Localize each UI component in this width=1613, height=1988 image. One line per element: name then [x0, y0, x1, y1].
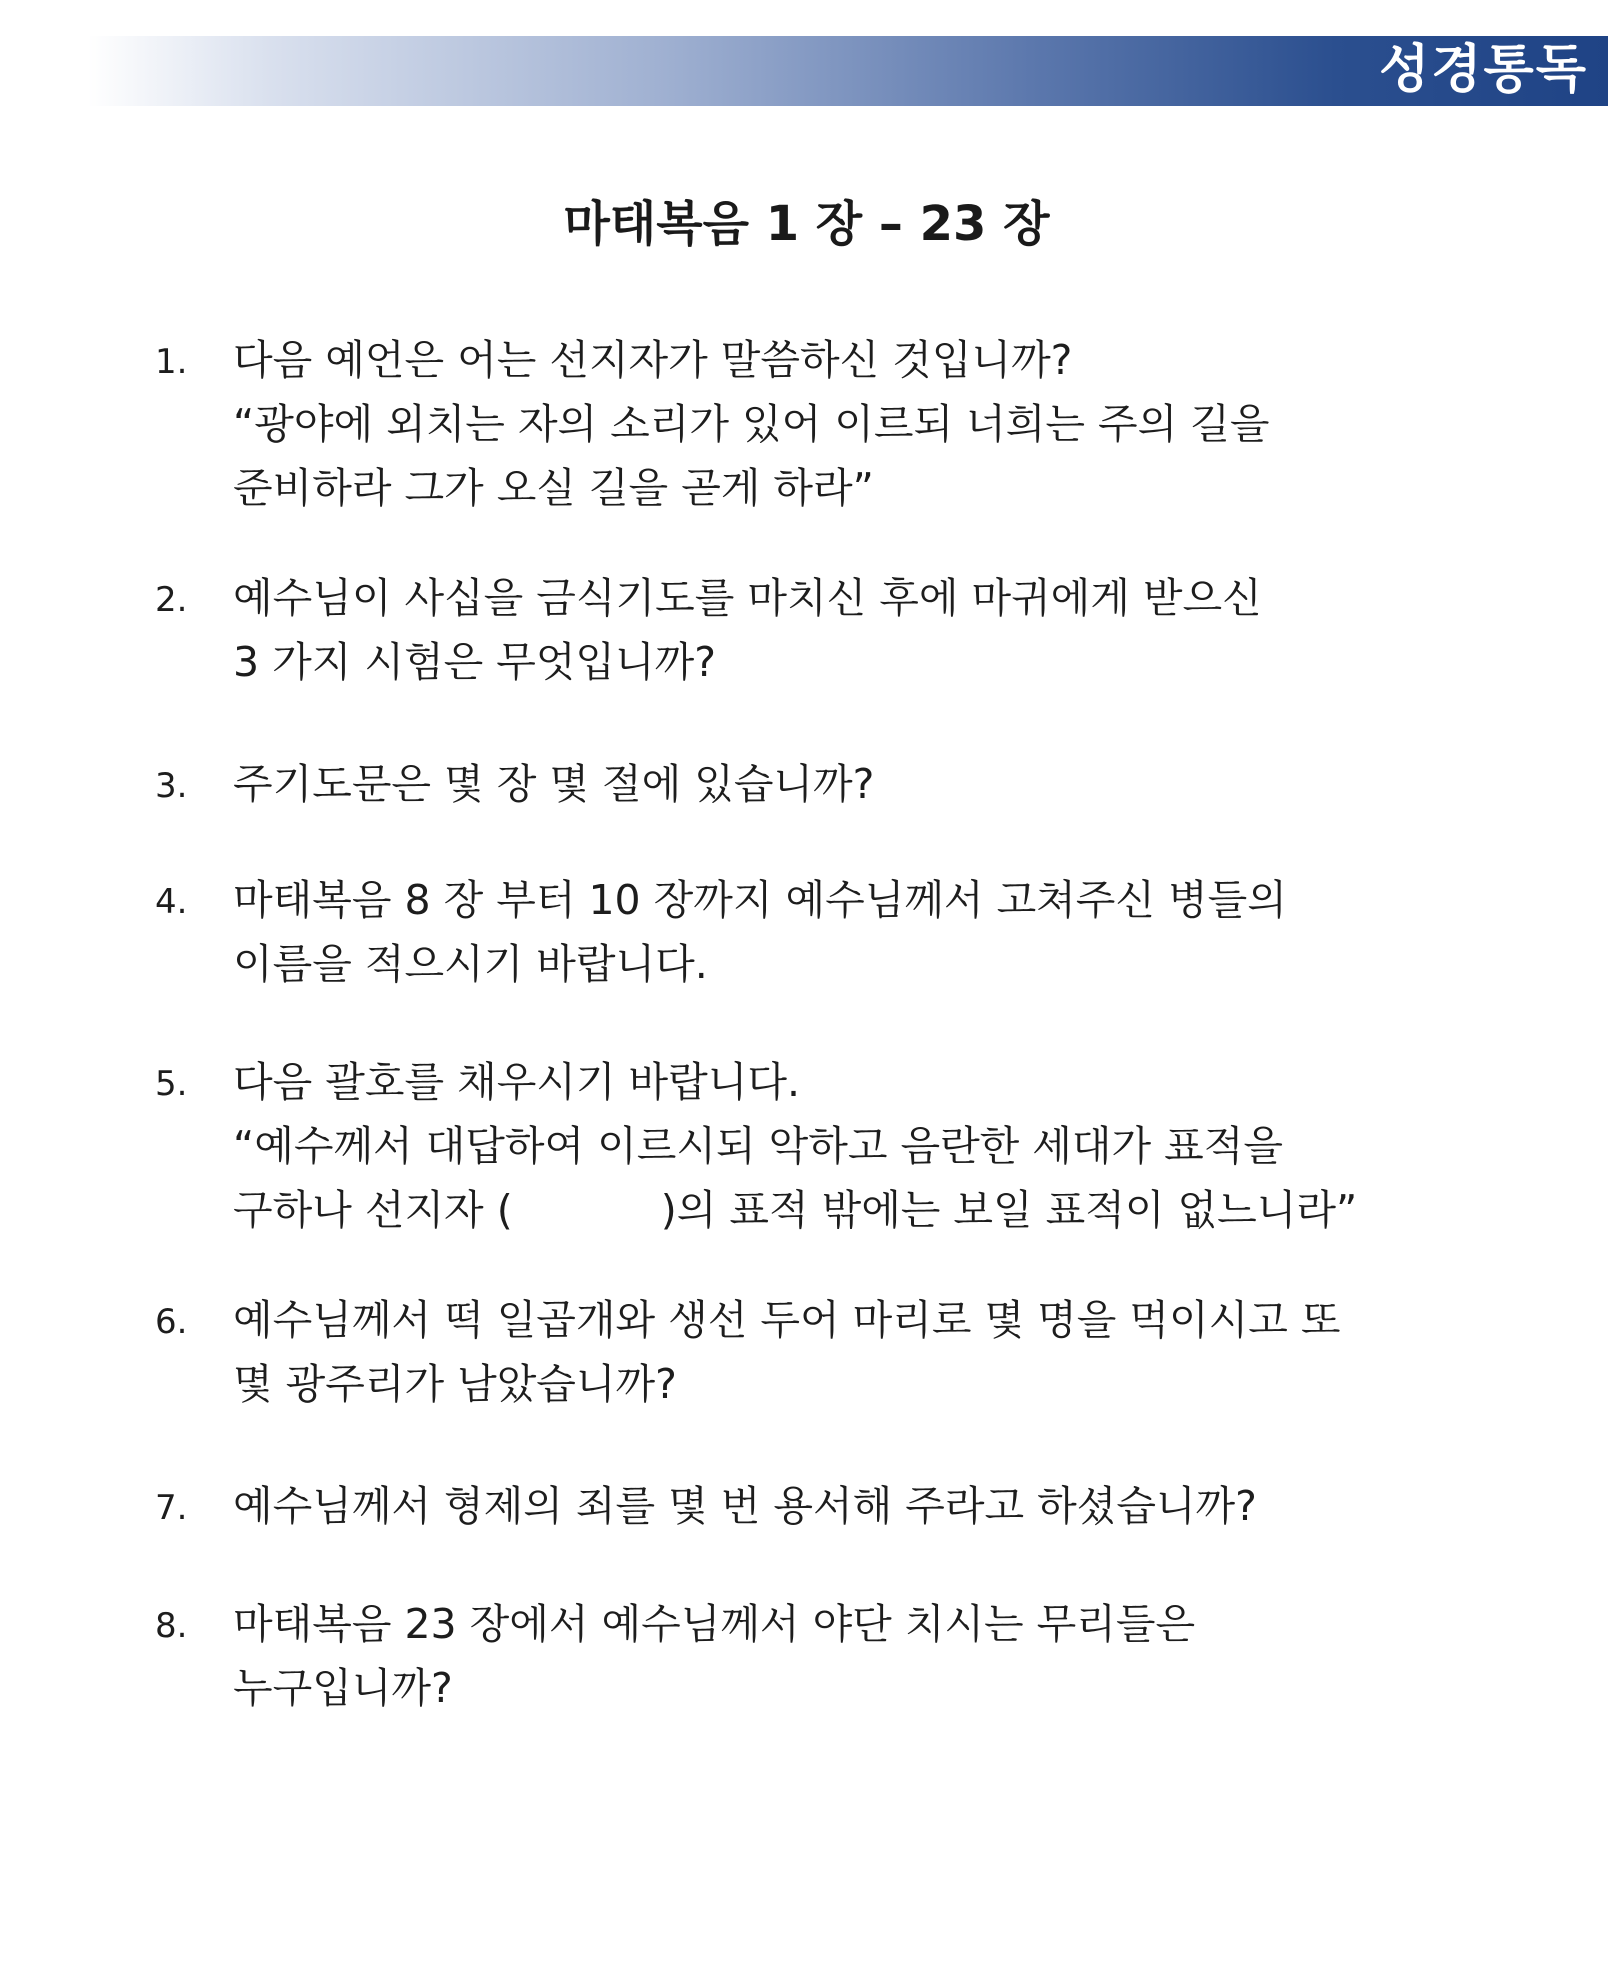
- question-text: [233, 868, 1613, 996]
- question-line: 마태복음 8 장 부터 10 장까지 예수님께서 고쳐주신 병들의: [233, 876, 1287, 924]
- question-number: 5.: [155, 1064, 188, 1104]
- question-line: 예수님이 사십을 금식기도를 마치신 후에 마귀에게 받으신: [233, 574, 1262, 622]
- question-line: 예수님께서 떡 일곱개와 생선 두어 마리로 몇 명을 먹이시고 또: [233, 1296, 1341, 1344]
- question-text: [233, 1474, 1613, 1538]
- question-line: 누구입니까?: [233, 1664, 453, 1712]
- question-line: 다음 예언은 어는 선지자가 말씀하신 것입니까?: [233, 336, 1073, 384]
- header-title: 성경통독: [1379, 40, 1588, 100]
- question-line: “광야에 외치는 자의 소리가 있어 이르되 너희는 주의 길을: [233, 400, 1270, 448]
- question-text: [233, 1288, 1613, 1416]
- question-line: 준비하라 그가 오실 길을 곧게 하라”: [233, 464, 874, 512]
- question-line: 예수님께서 형제의 죄를 몇 번 용서해 주라고 하셨습니까?: [233, 1482, 1257, 1530]
- fill-in-after: )의 표적 밖에는 보일 표적이 없느니라”: [660, 1186, 1358, 1234]
- question-line: 주기도문은 몇 장 몇 절에 있습니까?: [233, 760, 875, 808]
- question-line: 이름을 적으시기 바랍니다.: [233, 940, 708, 988]
- question-line: 3 가지 시험은 무엇입니까?: [233, 638, 717, 686]
- question-number: 4.: [155, 882, 188, 922]
- header-banner: [88, 36, 1608, 106]
- fill-in-before: 구하나 선지자 (: [233, 1186, 513, 1234]
- page-title: 마태복음 1 장 – 23 장: [563, 196, 1050, 252]
- question-line: 다음 괄호를 채우시기 바랍니다.: [233, 1058, 801, 1106]
- question-text: [233, 328, 1613, 520]
- question-number: 8.: [155, 1606, 188, 1646]
- question-number: 2.: [155, 580, 188, 620]
- question-number: 7.: [155, 1488, 188, 1528]
- question-text: [233, 1050, 1613, 1242]
- question-text: [233, 752, 1613, 816]
- question-number: 1.: [155, 342, 188, 382]
- question-number: 3.: [155, 766, 188, 806]
- fill-in-line: [233, 1178, 1613, 1242]
- question-number: 6.: [155, 1302, 188, 1342]
- question-text: [233, 1592, 1613, 1720]
- question-text: [233, 566, 1613, 694]
- question-line: “예수께서 대답하여 이르시되 악하고 음란한 세대가 표적을: [233, 1122, 1283, 1170]
- question-line: 몇 광주리가 남았습니까?: [233, 1360, 677, 1408]
- question-line: 마태복음 23 장에서 예수님께서 야단 치시는 무리들은: [233, 1600, 1196, 1648]
